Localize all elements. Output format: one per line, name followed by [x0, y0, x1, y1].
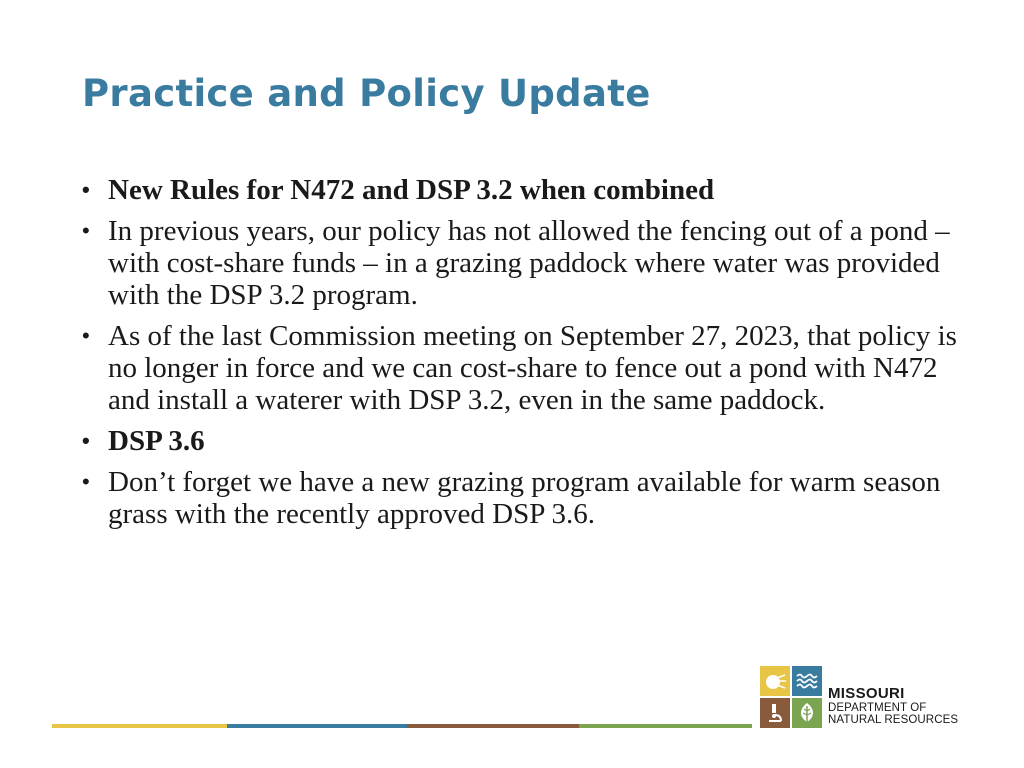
- logo-dept-line-2: NATURAL RESOURCES: [828, 714, 959, 726]
- missouri-dnr-logo: [760, 666, 980, 736]
- bullet-item: • Don’t forget we have a new grazing program available for warm season grass with the recently approved DSP 3.6.: [82, 466, 962, 530]
- footer-segment-yellow: [52, 724, 227, 728]
- bullet-item: • DSP 3.6: [82, 425, 962, 457]
- bullet-item: • New Rules for N472 and DSP 3.2 when combined: [82, 174, 962, 206]
- logo-dept-line-1: DEPARTMENT OF: [828, 702, 927, 714]
- leaf-icon: [792, 698, 822, 728]
- microscope-icon: [760, 698, 790, 728]
- logo-tiles: [760, 666, 822, 728]
- bullet-item: • In previous years, our policy has not allowed the fencing out of a pond – with cost-share funds – in a grazing paddock where water was provided with the DSP 3.2 program.: [82, 215, 962, 311]
- bullet-item: • As of the last Commission meeting on September 27, 2023, that policy is no longer in force and we can cost-share to fence out a pond with N472 and install a waterer with DSP 3.2, even in the same paddock.: [82, 320, 962, 416]
- footer-segment-blue: [227, 724, 407, 728]
- sun-icon: [760, 666, 790, 696]
- footer-color-bar: [52, 724, 752, 728]
- footer-segment-green: [579, 724, 752, 728]
- footer-segment-brown: [407, 724, 579, 728]
- slide-title: Practice and Policy Update: [82, 72, 651, 115]
- bullet-list: [82, 174, 962, 539]
- water-waves-icon: [792, 666, 822, 696]
- logo-state-name: MISSOURI: [828, 685, 905, 702]
- logo-text: [828, 686, 958, 726]
